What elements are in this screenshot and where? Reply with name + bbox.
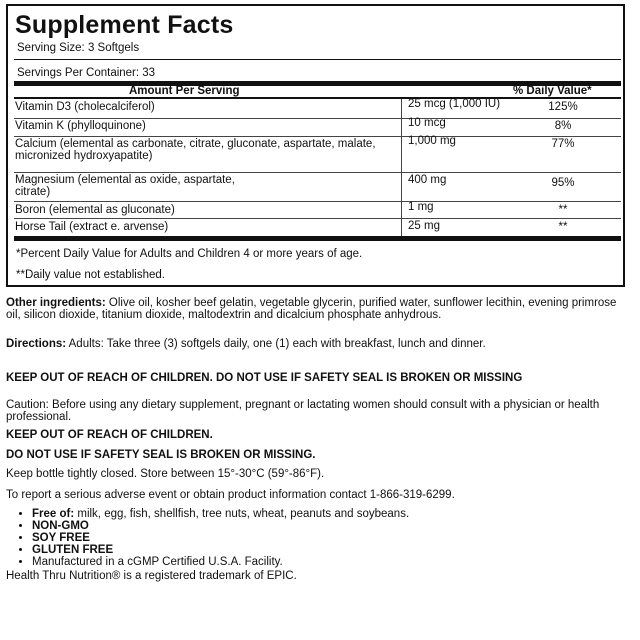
list-item	[32, 520, 409, 532]
nutrient-dv: 8%	[554, 120, 572, 132]
other-ingredients-text: Olive oil, kosher beef gelatin, vegetable glycerin, purified water, sunflower lecithin, evening primrose oil, silicon dioxide, titanium dioxide, maltodextrin and dicalcium phosphate anhydrous.	[6, 297, 617, 321]
nutrient-amount: 10 mcg	[408, 117, 446, 129]
storage-text: Keep bottle tightly closed. Store between 15°-30°C (59°-86°F).	[6, 468, 325, 480]
manufacturing-claim: Manufactured in a cGMP Certified U.S.A. Facility.	[32, 556, 283, 568]
servings-per-container: Servings Per Container: 33	[17, 67, 156, 79]
directions	[6, 338, 626, 350]
row-divider	[14, 218, 621, 219]
facts-title: Supplement Facts	[15, 11, 234, 39]
row-divider	[14, 136, 621, 137]
free-of-text: milk, egg, fish, shellfish, tree nuts, wheat, peanuts and soybeans.	[74, 508, 410, 520]
nutrient-amount: 25 mcg (1,000 IU)	[408, 98, 501, 110]
non-gmo-claim: NON-GMO	[32, 520, 89, 532]
soy-free-claim: SOY FREE	[32, 532, 90, 544]
list-item	[32, 544, 409, 556]
warning-children: KEEP OUT OF REACH OF CHILDREN.	[6, 429, 213, 441]
nutrient-amount: 1,000 mg	[408, 135, 456, 147]
nutrient-name: Magnesium (elemental as oxide, aspartate, citrate)	[15, 174, 235, 198]
nutrient-amount: 400 mg	[408, 174, 447, 186]
nutrient-name: Vitamin K (phylloquinone)	[15, 120, 146, 132]
nutrient-name: Vitamin D3 (cholecalciferol)	[15, 101, 155, 113]
footnote-not-established: **Daily value not established.	[16, 269, 165, 281]
header-divider	[14, 97, 621, 99]
directions-label: Directions:	[6, 338, 67, 350]
list-item	[32, 508, 409, 520]
divider	[14, 59, 621, 60]
warning-seal: DO NOT USE IF SAFETY SEAL IS BROKEN OR MISSING.	[6, 449, 316, 461]
serving-size: Serving Size: 3 Softgels	[17, 42, 140, 54]
other-ingredients-label: Other ingredients:	[6, 297, 106, 309]
directions-text: Adults: Take three (3) softgels daily, one (1) each with breakfast, lunch and dinner.	[68, 338, 486, 350]
list-item	[32, 556, 409, 568]
warning-children-seal: KEEP OUT OF REACH OF CHILDREN. DO NOT USE IF SAFETY SEAL IS BROKEN OR MISSING	[6, 372, 523, 384]
product-claims-list	[18, 508, 409, 568]
other-ingredients	[6, 297, 626, 321]
nutrient-amount: 25 mg	[408, 220, 440, 232]
amount-per-serving-header: Amount Per Serving	[129, 85, 240, 97]
footnote-daily-value: *Percent Daily Value for Adults and Children 4 or more years of age.	[16, 248, 363, 260]
daily-value-header: % Daily Value*	[513, 85, 592, 97]
adverse-event-text: To report a serious adverse event or obtain product information contact 1-866-319-6299.	[6, 489, 455, 501]
nutrient-dv: 125%	[548, 101, 578, 113]
nutrient-amount: 1 mg	[408, 201, 434, 213]
nutrient-dv: **	[558, 221, 568, 233]
nutrient-dv: 95%	[551, 177, 575, 189]
gluten-free-claim: GLUTEN FREE	[32, 544, 114, 556]
column-separator	[401, 99, 402, 236]
nutrient-name: Boron (elemental as gluconate)	[15, 204, 175, 216]
row-divider	[14, 172, 621, 173]
nutrient-dv: 77%	[551, 138, 575, 150]
row-divider	[14, 201, 621, 202]
nutrient-name: Horse Tail (extract e. arvense)	[15, 221, 169, 233]
list-item	[32, 532, 409, 544]
free-of-label: Free of:	[32, 508, 75, 520]
nutrient-dv: **	[558, 204, 568, 216]
thick-divider	[14, 236, 621, 241]
caution-text: Caution: Before using any dietary supplement, pregnant or lactating women should consult with a physician or health professional.	[6, 399, 600, 423]
nutrient-name: Calcium (elemental as carbonate, citrate, gluconate, aspartate, malate, micronized hydroxyapatite)	[15, 138, 376, 162]
supplement-facts-panel	[6, 4, 625, 287]
trademark-text: Health Thru Nutrition® is a registered trademark of EPIC.	[6, 570, 297, 582]
row-divider	[14, 118, 621, 119]
